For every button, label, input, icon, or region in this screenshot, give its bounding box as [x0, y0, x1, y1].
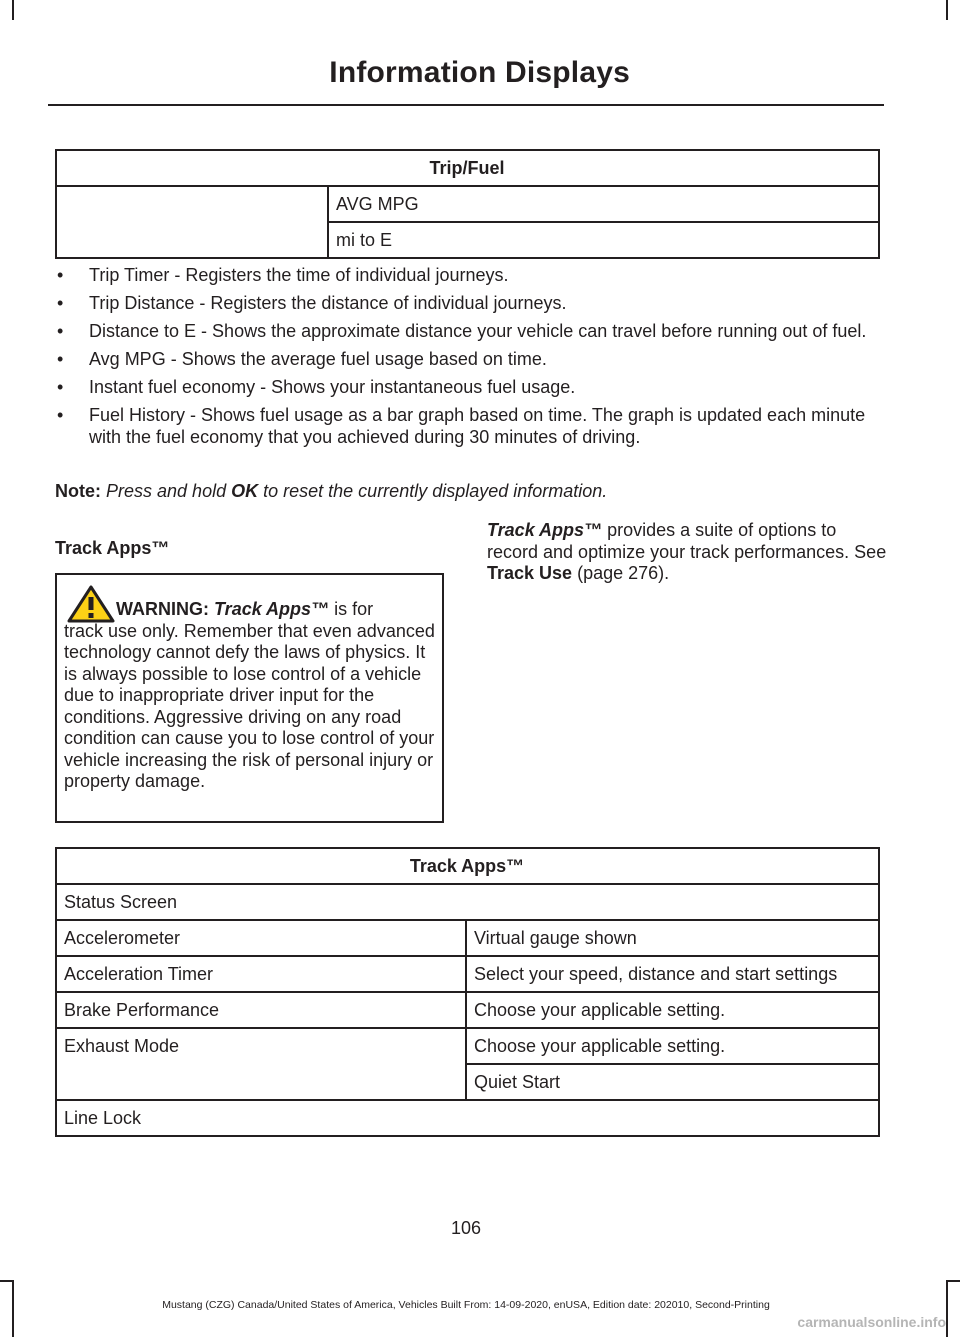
crop-mark-top-right	[946, 0, 948, 20]
track-apps-intro	[487, 520, 887, 585]
track-apps-exhaust-mode-value-1: Choose your applicable setting.	[466, 1028, 879, 1064]
note-paragraph	[55, 480, 885, 502]
track-use-link[interactable]: Track Use	[487, 563, 573, 583]
trip-fuel-table	[55, 149, 880, 259]
warning-label: WARNING:	[116, 599, 209, 619]
bullet-text: Trip Distance - Registers the distance of individual journeys.	[89, 293, 567, 313]
crop-mark-top-left	[12, 0, 14, 20]
bullet-icon: •	[57, 265, 64, 285]
bullet-icon: •	[57, 293, 64, 313]
list-item	[55, 264, 885, 286]
track-use-page-ref: (page 276).	[577, 563, 670, 583]
bullet-icon: •	[57, 321, 64, 341]
footer-edition-info: Mustang (CZG) Canada/United States of America, Vehicles Built From: 14-09-2020, enUSA, Edition date: 202010, Second-Printing	[162, 1299, 770, 1311]
track-apps-table-heading: Track Apps™	[56, 848, 879, 884]
note-text-after: to reset the currently displayed information.	[263, 481, 608, 501]
trip-fuel-row-avg-mpg: AVG MPG	[328, 186, 879, 222]
page-number: 106	[450, 1218, 482, 1238]
warning-triangle-icon	[67, 585, 115, 623]
track-apps-brake-performance-value: Choose your applicable setting.	[466, 992, 879, 1028]
track-apps-acceleration-timer-name: Acceleration Timer	[56, 956, 466, 992]
track-apps-heading: Track Apps™	[55, 538, 170, 558]
trip-fuel-empty-cell	[56, 186, 328, 258]
warning-box	[55, 573, 444, 823]
note-label: Note:	[55, 481, 101, 501]
track-apps-brake-performance-name: Brake Performance	[56, 992, 466, 1028]
bullet-text: Instant fuel economy - Shows your instantaneous fuel usage.	[89, 377, 576, 397]
track-apps-see: See	[854, 541, 887, 562]
watermark: carmanualsonline.info	[797, 1314, 946, 1330]
bullet-icon: •	[57, 405, 64, 425]
track-apps-intro-title: Track Apps™	[487, 520, 603, 540]
note-keyword-ok: OK	[231, 481, 259, 501]
bullet-text: Distance to E - Shows the approximate distance your vehicle can travel before running out of fuel.	[89, 321, 867, 341]
bullet-text: Trip Timer - Registers the time of individual journeys.	[89, 265, 509, 285]
bullet-text: Avg MPG - Shows the average fuel usage based on time.	[89, 349, 547, 369]
trip-fuel-table-heading: Trip/Fuel	[56, 150, 879, 186]
warning-lead-line	[116, 599, 436, 621]
title-divider	[48, 104, 884, 106]
list-item	[55, 348, 885, 370]
list-item	[55, 376, 885, 398]
track-apps-exhaust-mode-name: Exhaust Mode	[56, 1028, 466, 1100]
track-apps-exhaust-mode-value-2: Quiet Start	[466, 1064, 879, 1100]
crop-mark-bottom-left-horizontal	[0, 1280, 14, 1282]
bullet-text: Fuel History - Shows fuel usage as a bar graph based on time. The graph is updated each minute with the fuel economy that you achieved during 30 minutes of driving.	[89, 405, 866, 447]
list-item	[55, 404, 885, 448]
track-apps-acceleration-timer-value: Select your speed, distance and start settings	[466, 956, 879, 992]
crop-mark-bottom-right	[946, 1280, 948, 1337]
track-apps-row-status-screen: Status Screen	[56, 884, 879, 920]
track-apps-row-line-lock: Line Lock	[56, 1100, 879, 1136]
warning-body: track use only. Remember that even advanced technology cannot defy the laws of physics. It is always possible to lose control of a vehicle due to inappropriate driver input for the conditions. Aggressive driving on any road condition can cause you to lose control of your vehicle increasing the risk of personal injury or property damage.	[64, 620, 435, 791]
warning-title: Track Apps™	[214, 599, 330, 619]
note-text-before: Press and hold	[106, 481, 227, 501]
track-apps-table	[55, 847, 880, 1137]
track-apps-accelerometer-value: Virtual gauge shown	[466, 920, 879, 956]
bullet-icon: •	[57, 377, 64, 397]
crop-mark-bottom-right-horizontal	[946, 1280, 960, 1282]
list-item	[55, 292, 885, 314]
warning-body-lead: is for	[334, 599, 374, 619]
trip-info-bullet-list	[55, 264, 885, 454]
track-apps-intro-text: provides a suite of options to record and optimize your track performances.	[487, 520, 850, 562]
page-title: Information Displays	[329, 56, 630, 89]
bullet-icon: •	[57, 349, 64, 369]
list-item	[55, 320, 885, 342]
trip-fuel-row-mi-to-e: mi to E	[328, 222, 879, 258]
track-apps-accelerometer-name: Accelerometer	[56, 920, 466, 956]
